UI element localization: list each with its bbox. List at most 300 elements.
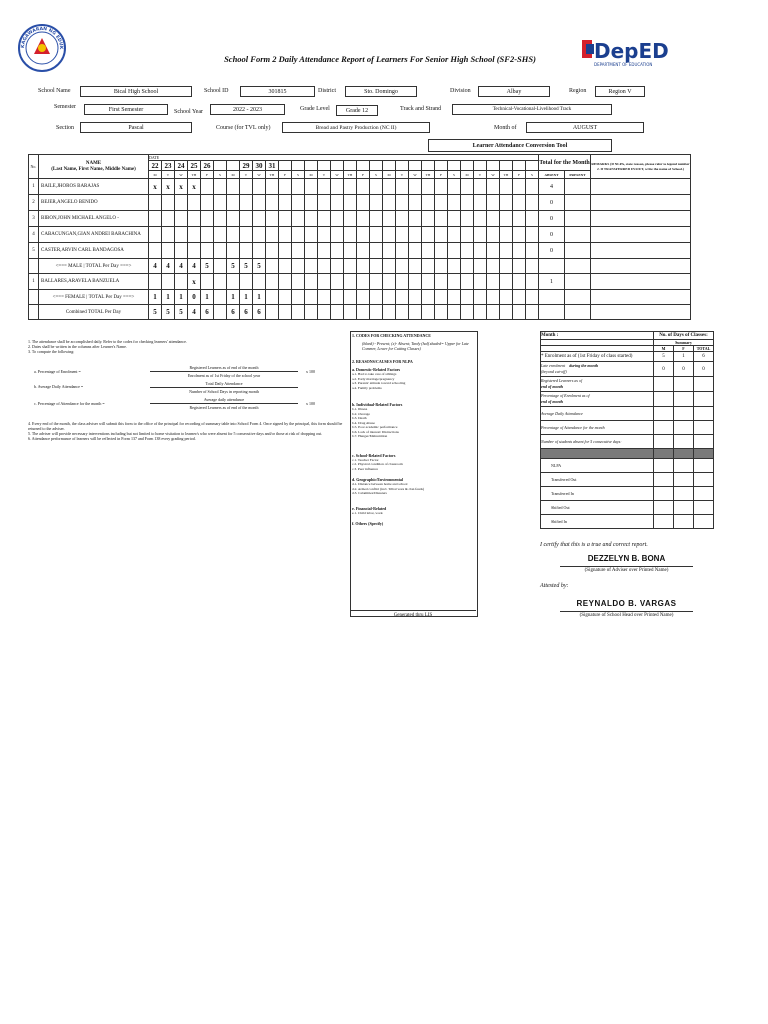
shifted-in-label: Shifted In (541, 515, 654, 529)
day-cell: F (201, 171, 214, 179)
region-label: Region (569, 88, 587, 94)
track-field[interactable]: Technical-Vocational-Livelihood Track (452, 104, 612, 115)
male-total-row-value (331, 259, 344, 274)
total-no (29, 290, 39, 305)
code-item: d.3. Calamities/Disasters (352, 491, 387, 495)
attendance-cell (344, 179, 357, 195)
course-field[interactable]: Bread and Pastry Production (NC II) (282, 122, 430, 133)
attendance-cell (357, 243, 370, 259)
day-cell: T (474, 171, 487, 179)
attendance-cell (331, 195, 344, 211)
school-id-field[interactable]: 301815 (240, 86, 315, 97)
learner-absent-total: 0 (539, 211, 565, 227)
female-total-row-value (383, 290, 396, 305)
grade-level-field[interactable]: Grade 12 (336, 105, 378, 116)
learner-present-total (565, 179, 591, 195)
combined-total-row-value (357, 305, 370, 320)
female-total-row-value (409, 290, 422, 305)
day-cell: M (383, 171, 396, 179)
attendance-cell (513, 274, 526, 290)
attendance-cell (383, 243, 396, 259)
female-total-row-value (422, 290, 435, 305)
formula-c-x100: x 100 (306, 401, 315, 406)
attendance-cell (162, 211, 175, 227)
attendance-cell (279, 211, 292, 227)
male-total-row-value: 5 (227, 259, 240, 274)
attendance-cell (474, 179, 487, 195)
percent-enrol-sub: end of month (541, 399, 564, 404)
adviser-name: DEZZELYN B. BONA (587, 554, 666, 563)
combined-total-row-value (305, 305, 318, 320)
consecutive-label: Number of students absent for 5 consecutive days: (541, 435, 654, 449)
date-cell (474, 161, 487, 171)
day-cell: S (292, 171, 305, 179)
section-field[interactable]: Pascal (80, 122, 192, 133)
attendance-cell (331, 243, 344, 259)
attendance-cell (435, 274, 448, 290)
attendance-cell (487, 227, 500, 243)
attendance-cell (175, 211, 188, 227)
guideline-2: 2. Dates shall be written in the columns after Learner's Name. (28, 344, 127, 349)
attendance-cell (188, 211, 201, 227)
attendance-cell (305, 227, 318, 243)
attendance-cell (331, 227, 344, 243)
date-cell (383, 161, 396, 171)
day-cell: M (227, 171, 240, 179)
combined-total-row-value (214, 305, 227, 320)
attendance-cell (435, 179, 448, 195)
enrolment-label: * Enrolment as of (1st Friday of class started) (541, 352, 654, 362)
code-item: d.1. Distance between home and school (352, 482, 408, 486)
date-cell: 30 (253, 161, 266, 171)
learner-absent-total: 0 (539, 227, 565, 243)
formula-c-label: c. Percentage of Attendance for the month = (34, 401, 105, 406)
female-total-row-value (435, 290, 448, 305)
attendance-cell (305, 274, 318, 290)
day-cell: T (396, 171, 409, 179)
combined-total-row-value (318, 305, 331, 320)
attendance-cell (396, 179, 409, 195)
attendance-cell (201, 179, 214, 195)
nlpa-label: NLPA (541, 459, 654, 473)
learner-absent-total: 0 (539, 243, 565, 259)
attendance-cell (279, 179, 292, 195)
date-cell: 24 (175, 161, 188, 171)
attendance-cell (409, 227, 422, 243)
learner-present-total (565, 195, 591, 211)
attendance-cell (396, 211, 409, 227)
attendance-cell (461, 274, 474, 290)
attendance-cell (175, 274, 188, 290)
learner-name: BEJER,ANGELO BENIDO (39, 195, 149, 211)
attendance-cell (344, 227, 357, 243)
day-cell: W (331, 171, 344, 179)
date-cell (409, 161, 422, 171)
date-cell: 25 (188, 161, 201, 171)
day-cell: W (253, 171, 266, 179)
grade-level-label: Grade Level (300, 106, 330, 112)
attendance-cell (149, 211, 162, 227)
late-sub2: (beyond cut-off) (541, 369, 567, 374)
attendance-cell (500, 227, 513, 243)
learner-present-total (565, 227, 591, 243)
attendance-cell (266, 195, 279, 211)
attendance-cell (500, 195, 513, 211)
formula-b-label: b. Average Daily Attendance = (34, 384, 84, 389)
code-item: b.4. Drug Abuse (352, 420, 375, 425)
attendance-cell (201, 274, 214, 290)
codes-c: c. School-Related Factors (352, 452, 396, 458)
attendance-cell (487, 195, 500, 211)
transferred-in-label: Transferred In (541, 487, 654, 501)
semester-label: Semester (54, 104, 76, 110)
attendance-cell (175, 227, 188, 243)
division-field[interactable]: Albay (478, 86, 550, 97)
percent-enrol-label: Percentage of Enrolment as of (541, 393, 590, 398)
learner-name: BAILE,JHOROS BARAJAS (39, 179, 149, 195)
attendance-cell (318, 195, 331, 211)
attendance-cell (292, 179, 305, 195)
attendance-cell (331, 274, 344, 290)
attendance-cell (253, 227, 266, 243)
attendance-cell (422, 195, 435, 211)
male-total-row-value (279, 259, 292, 274)
combined-total-row-value (331, 305, 344, 320)
day-cell: F (357, 171, 370, 179)
combined-total-row-value: 6 (253, 305, 266, 320)
attendance-cell (513, 195, 526, 211)
learner-no: 3 (29, 211, 39, 227)
female-total-row-value: 1 (253, 290, 266, 305)
attendance-cell (461, 227, 474, 243)
attendance-cell (149, 274, 162, 290)
day-cell: T (240, 171, 253, 179)
combined-total-row-value (513, 305, 526, 320)
attendance-cell (305, 243, 318, 259)
code-item: b.7. Hunger/Malnutrition (352, 434, 388, 438)
learner-name: CABACUNGAN,GIAN ANDREI BARACHINA (39, 227, 149, 243)
attendance-cell (201, 211, 214, 227)
certify-text: I certify that this is a true and correct report. (540, 542, 648, 548)
combined-total-row-value (526, 305, 539, 320)
day-cell: M (461, 171, 474, 179)
attendance-cell (318, 227, 331, 243)
attendance-cell (396, 274, 409, 290)
attendance-cell (448, 243, 461, 259)
female-total-row-value: 1 (240, 290, 253, 305)
date-cell (214, 161, 227, 171)
table-row (29, 211, 691, 227)
attendance-cell (266, 243, 279, 259)
school-name-field[interactable]: Bical High School (80, 86, 192, 97)
attendance-cell (214, 227, 227, 243)
attendance-cell (240, 243, 253, 259)
avg-label: Average Daily Attendance (541, 407, 654, 421)
male-total-row (29, 259, 691, 274)
attendance-cell (357, 179, 370, 195)
attendance-cell (474, 211, 487, 227)
name-header (39, 155, 149, 179)
female-total-row-value: 1 (227, 290, 240, 305)
attendance-cell (162, 227, 175, 243)
formula-b-den: Number of School Days in reporting month (189, 389, 259, 394)
percent-att-label: Percentage of Attendance for the month (541, 421, 654, 435)
combined-total-row-value: 5 (149, 305, 162, 320)
combined-total-row-label: Combined TOTAL Per Day (39, 305, 149, 320)
learner-present-total (565, 211, 591, 227)
guideline-1: 1. The attendance shall be accomplished daily. Refer to the codes for checking learners' attendance. (28, 339, 187, 344)
date-cell (422, 161, 435, 171)
code-item: a.4. Family problems (352, 385, 382, 390)
attendance-cell (240, 179, 253, 195)
day-cell: TH (500, 171, 513, 179)
seal-text: KAGAWARAN NG EDUK (20, 26, 64, 50)
attendance-cell (227, 195, 240, 211)
learner-name: BIBON,JOHN MICHAEL ANGELO - (39, 211, 149, 227)
day-cell: F (513, 171, 526, 179)
combined-total-row-value (344, 305, 357, 320)
attendance-cell (188, 243, 201, 259)
semester-field[interactable]: First Semester (84, 104, 168, 115)
attendance-cell (253, 195, 266, 211)
late-m: 0 (654, 362, 674, 377)
attendance-cell (149, 243, 162, 259)
attendance-cell (214, 195, 227, 211)
attendance-cell (474, 195, 487, 211)
formula-a-den: Enrolment as of 1st Friday of the school year (187, 373, 261, 378)
attendance-cell (227, 274, 240, 290)
date-cell (305, 161, 318, 171)
codes-heading-1: 1. CODES FOR CHECKING ATTENDANCE (352, 333, 431, 338)
attendance-cell (383, 179, 396, 195)
guideline-5: 5. The adviser will provide necessary interventions including but not limited to home visitation to learner/s who were absent for 5 consecutive days and/or those at risk of dropping out. (28, 431, 323, 436)
combined-total-row-value (409, 305, 422, 320)
summary-total: TOTAL (694, 346, 714, 352)
female-total-row-value (305, 290, 318, 305)
attendance-cell (331, 179, 344, 195)
attendance-cell (513, 227, 526, 243)
attendance-cell (357, 211, 370, 227)
district-field[interactable]: Sto. Domingo (345, 86, 417, 97)
attendance-cell (422, 274, 435, 290)
attendance-cell (435, 211, 448, 227)
attendance-cell (279, 195, 292, 211)
codes-content (352, 333, 476, 526)
code-item: c.3. Peer influence (352, 466, 379, 471)
attendance-cell (214, 179, 227, 195)
day-cell: S (370, 171, 383, 179)
attendance-cell (448, 211, 461, 227)
female-total-row-label: <=== FEMALE | TOTAL Per Day ===> (39, 290, 149, 305)
male-total-row-value (266, 259, 279, 274)
attendance-cell (253, 274, 266, 290)
guidelines (28, 339, 346, 354)
guideline-4: 4. Every end of the month, the class adviser will submit this form to the office of the principal for recording of summary table into School Form 4. Once signed by the principal, this form should be returned to the adviser. (28, 421, 343, 431)
attendance-cell (240, 274, 253, 290)
enrolment-m: 5 (654, 352, 674, 362)
female-total-row-value (513, 290, 526, 305)
male-total-row-value (435, 259, 448, 274)
summary-m: M (654, 346, 674, 352)
attendance-cell (526, 227, 539, 243)
code-item: b.5. Poor academic performance (352, 425, 398, 429)
attendance-cell (305, 211, 318, 227)
combined-total-row-value (474, 305, 487, 320)
date-label: DATE (149, 155, 539, 161)
name-label: NAME (85, 160, 102, 166)
code-item: a.1. Had to take care of siblings (352, 372, 397, 376)
day-cell: S (448, 171, 461, 179)
attendance-cell (500, 243, 513, 259)
late-total: 0 (694, 362, 714, 377)
codes-b: b. Individual-Related Factors (352, 402, 403, 407)
deped-subtext: DEPARTMENT OF EDUCATION (594, 62, 653, 67)
attendance-cell (253, 243, 266, 259)
no-header: No. (29, 155, 39, 179)
code-item: d.2. Armed conflict (incl. Tribal wars & clan feuds) (352, 486, 425, 491)
learner-present-total (565, 243, 591, 259)
attested-label: Attested by: (540, 583, 569, 589)
male-total-row-value (305, 259, 318, 274)
attendance-cell (370, 243, 383, 259)
combined-total-row-value (396, 305, 409, 320)
attendance-cell (500, 274, 513, 290)
remarks-header: REMARKS (If NLPA, state reason, please refer to legend number 2. If TRANSFERRED IN/OUT, write the name of School.) (591, 155, 691, 179)
absent-header: ABSENT (539, 171, 565, 179)
attendance-cell (435, 243, 448, 259)
attendance-cell (461, 243, 474, 259)
attendance-cell (149, 227, 162, 243)
school-year-label: School Year (174, 109, 204, 115)
attendance-cell (188, 195, 201, 211)
attendance-cell (240, 195, 253, 211)
name-sublabel: (Last Name, First Name, Middle Name) (51, 166, 136, 172)
female-total-row-value (487, 290, 500, 305)
combined-total-row-value (435, 305, 448, 320)
attendance-cell (383, 211, 396, 227)
learner-remarks (591, 179, 691, 195)
male-total-row-value (214, 259, 227, 274)
shifted-out-label: Shifted Out (541, 501, 654, 515)
attendance-cell (422, 179, 435, 195)
attendance-cell (188, 227, 201, 243)
attendance-cell (318, 274, 331, 290)
attendance-cell (383, 195, 396, 211)
date-cell (487, 161, 500, 171)
attendance-cell (305, 195, 318, 211)
formula-b-num: Total Daily Attendance (205, 381, 243, 386)
attendance-cell (357, 274, 370, 290)
code-item: a.2. Early marriage/pregnancy (352, 376, 395, 381)
combined-total-row-value: 6 (240, 305, 253, 320)
female-total-row-value (370, 290, 383, 305)
generated-label: Generated thru LIS (393, 613, 433, 618)
attendance-cell (526, 211, 539, 227)
male-total-row-value: 4 (149, 259, 162, 274)
combined-total-row-value: 4 (188, 305, 201, 320)
date-cell: 22 (149, 161, 162, 171)
school-year-field[interactable]: 2022 - 2023 (210, 104, 285, 115)
guidelines-continued (28, 421, 346, 441)
section-label: Section (56, 125, 74, 131)
attendance-cell (500, 211, 513, 227)
day-cell: T (162, 171, 175, 179)
attendance-cell (487, 179, 500, 195)
attendance-cell (318, 179, 331, 195)
date-cell: 31 (266, 161, 279, 171)
attendance-cell (149, 195, 162, 211)
attendance-cell (162, 195, 175, 211)
day-cell: TH (266, 171, 279, 179)
month-field[interactable]: AUGUST (526, 122, 644, 133)
learner-remarks (591, 195, 691, 211)
learner-no: 5 (29, 243, 39, 259)
female-total-row-value (396, 290, 409, 305)
date-cell: 26 (201, 161, 214, 171)
attendance-cell (266, 211, 279, 227)
attendance-cell (409, 243, 422, 259)
attendance-cell (383, 227, 396, 243)
region-field[interactable]: Region V (595, 86, 645, 97)
female-total-row-value (344, 290, 357, 305)
attendance-cell (370, 211, 383, 227)
day-cell: M (305, 171, 318, 179)
attendance-cell (214, 211, 227, 227)
attendance-cell (409, 179, 422, 195)
female-total-row-value: 0 (188, 290, 201, 305)
late-f: 0 (674, 362, 694, 377)
attendance-cell (435, 195, 448, 211)
attendance-cell (409, 211, 422, 227)
formula-a-label: a. Percentage of Enrolment = (34, 369, 81, 374)
day-cell: TH (188, 171, 201, 179)
attendance-cell (435, 227, 448, 243)
combined-total-row-value (461, 305, 474, 320)
day-cell: TH (344, 171, 357, 179)
attendance-cell (162, 274, 175, 290)
division-label: Division (450, 88, 471, 94)
male-total-row-value (383, 259, 396, 274)
date-cell (331, 161, 344, 171)
attendance-cell (175, 195, 188, 211)
attendance-cell (292, 195, 305, 211)
code-item: b.3. Death (352, 416, 367, 420)
attendance-cell (370, 195, 383, 211)
date-cell (357, 161, 370, 171)
female-total-row-value: 1 (201, 290, 214, 305)
attendance-cell (461, 211, 474, 227)
combined-total-row (29, 305, 691, 320)
deped-seal-logo (18, 24, 66, 72)
attendance-cell (240, 211, 253, 227)
female-total-row-value (461, 290, 474, 305)
attendance-cell (448, 195, 461, 211)
date-cell (227, 161, 240, 171)
enrolment-total: 6 (694, 352, 714, 362)
codes-d: d. Geographic/Environmental (352, 477, 404, 482)
date-cell (292, 161, 305, 171)
combined-total-row-value (500, 305, 513, 320)
deped-logo (580, 36, 669, 70)
learner-no: 1 (29, 274, 39, 290)
combined-total-row-value: 5 (175, 305, 188, 320)
attendance-cell (474, 274, 487, 290)
district-label: District (318, 88, 336, 94)
attendance-cell (487, 243, 500, 259)
female-total-row-value (279, 290, 292, 305)
day-cell: W (175, 171, 188, 179)
codes-heading-2: 2. REASONS/CAUSES FOR NLPA (352, 359, 413, 364)
